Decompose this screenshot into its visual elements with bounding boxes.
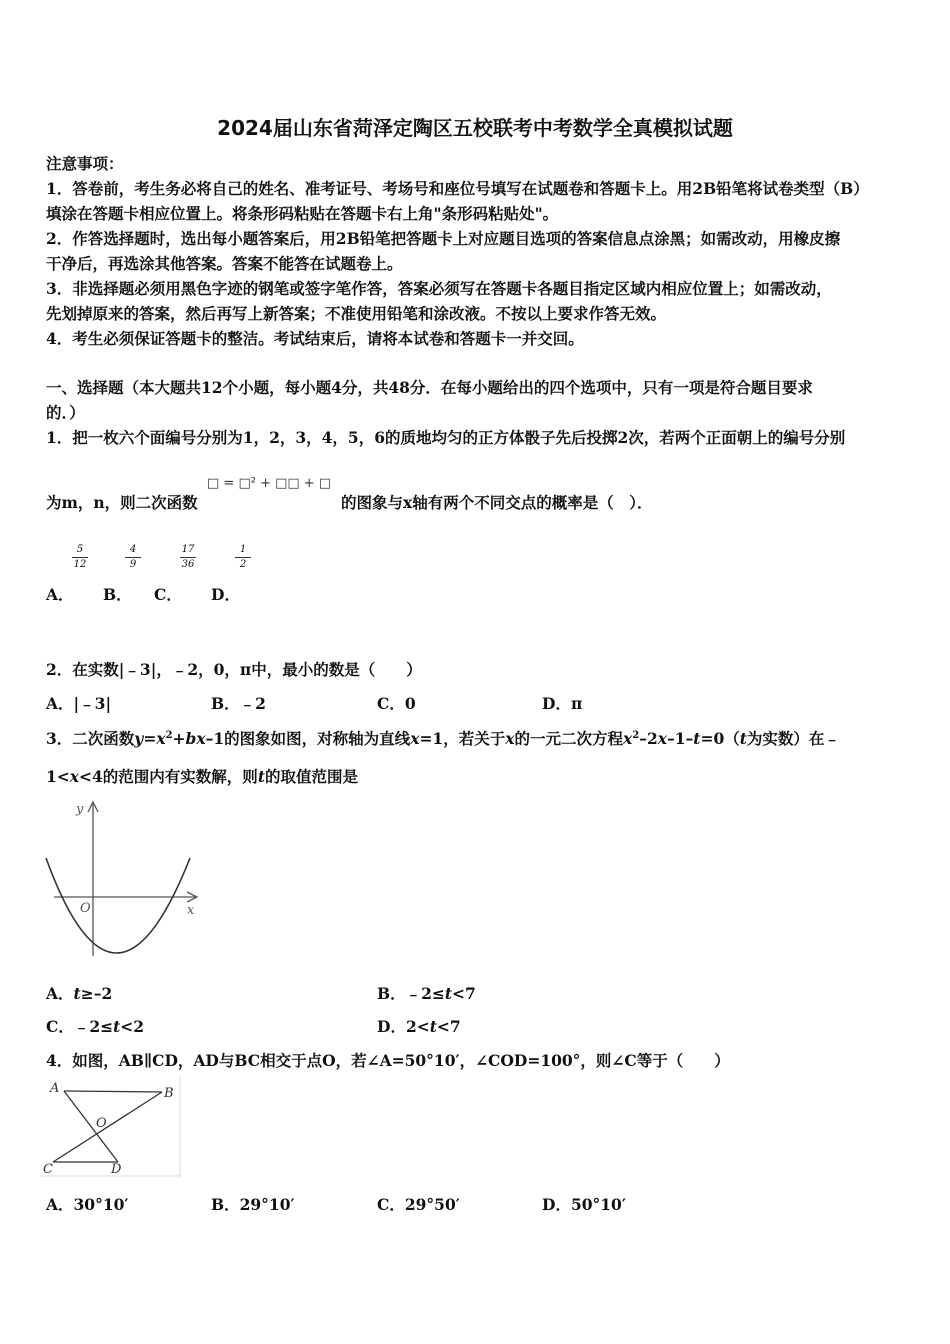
fraction-option-a: 5 12	[73, 544, 87, 570]
q2-option-b[interactable]: B．﹣2	[211, 694, 266, 713]
q3-option-b[interactable]: B．﹣2≤t<7	[377, 984, 476, 1003]
section-heading-cont: 的．）	[46, 403, 85, 422]
notice-line: 干净后，再选涂其他答案。答案不能答在试题卷上。	[46, 254, 403, 273]
segment-ad	[64, 1091, 118, 1162]
question-4-stem: 4．如图，AB∥CD，AD与BC相交于点O，若∠A=50°10′，∠COD=100°，则∠C等于（ ）	[46, 1051, 730, 1070]
q1-option-a[interactable]: A．	[46, 585, 74, 604]
notice-heading: 注意事项：	[46, 154, 124, 173]
parabola-graph	[40, 798, 205, 960]
q3-option-d[interactable]: D．2<t<7	[377, 1017, 461, 1036]
question-2-stem: 2．在实数|﹣3|，﹣2，0，π中，最小的数是（ ）	[46, 660, 422, 679]
q4-option-a[interactable]: A．30°10′	[46, 1195, 129, 1214]
q4-option-d[interactable]: D．50°10′	[542, 1195, 626, 1214]
point-b-label: B	[164, 1086, 174, 1101]
q1-formula: □ = □² + □□ + □	[207, 476, 332, 491]
q1-option-b[interactable]: B．	[103, 585, 132, 604]
parabola-curve	[46, 858, 190, 953]
fraction-option-b: 4 9	[123, 544, 143, 571]
notice-line: 4．考生必须保证答题卡的整洁。考试结束后，请将本试卷和答题卡一并交回。	[46, 329, 584, 348]
point-o-label: O	[96, 1116, 107, 1131]
geometry-figure	[40, 1076, 182, 1178]
q4-option-c[interactable]: C．29°50′	[377, 1195, 460, 1214]
question-3-stem-line2: 1<x<4的范围内有实数解，则t的取值范围是	[46, 767, 358, 786]
point-c-label: C	[43, 1162, 53, 1177]
q1-option-c[interactable]: C．	[154, 585, 182, 604]
point-a-label: A	[50, 1081, 60, 1096]
page-title: 2024届山东省菏泽定陶区五校联考中考数学全真模拟试题	[217, 116, 733, 140]
question-3-stem: 3．二次函数$y=x^2+bx-1$的图象如图，对称轴为直线x=1，若关于x的一元二次方程$x^2-2x-1-t=0(t$为实数）在﹣	[46, 729, 840, 748]
label-origin: O	[80, 901, 91, 916]
point-d-label: D	[111, 1162, 122, 1177]
question-1-stem: 1．把一枚六个面编号分别为1，2，3，4，5，6的质地均匀的正方体骰子先后投掷2次，若两个正面朝上的编号分别	[46, 428, 846, 447]
segment-bc	[53, 1092, 162, 1162]
section-heading: 一、选择题（本大题共12个小题，每小题4分，共48分．在每小题给出的四个选项中，只有一项是符合题目要求	[46, 378, 813, 397]
q2-option-a[interactable]: A．|﹣3|	[46, 694, 112, 713]
fraction-option-d: 1 2	[233, 544, 253, 571]
q1-prefix: 为m，n，则二次函数	[46, 493, 198, 512]
q3-option-a[interactable]: A．t≥–2	[46, 984, 113, 1003]
notice-line: 填涂在答题卡相应位置上。将条形码粘贴在答题卡右上角"条形码粘贴处"。	[46, 204, 559, 223]
question-1-stem-line2	[46, 491, 198, 513]
q1-suffix: 的图象与x轴有两个不同交点的概率是（ ）．	[341, 493, 653, 512]
notice-line: 1．答卷前，考生务必将自己的姓名、准考证号、考场号和座位号填写在试题卷和答题卡上。用2B铅笔将试卷类型（B）	[46, 179, 869, 198]
notice-line: 3．非选择题必须用黑色字迹的钢笔或签字笔作答，答案必须写在答题卡各题目指定区域内相应位置上；如需改动，	[46, 279, 832, 298]
q1-option-d[interactable]: D．	[211, 585, 240, 604]
q3-option-c[interactable]: C．﹣2≤t<2	[46, 1017, 145, 1036]
q2-option-c[interactable]: C．0	[377, 694, 416, 713]
segment-ab	[64, 1091, 162, 1092]
label-y: y	[76, 802, 84, 817]
notice-line: 先划掉原来的答案，然后再写上新答案；不准使用铅笔和涂改液。不按以上要求作答无效。	[46, 304, 667, 323]
fraction-option-c: 17 36	[181, 544, 195, 570]
label-x: x	[187, 903, 195, 918]
notice-line: 2．作答选择题时，选出每小题答案后，用2B铅笔把答题卡上对应题目选项的答案信息点涂黑；如需改动，用橡皮擦	[46, 229, 841, 248]
q2-option-d[interactable]: D．π	[542, 694, 583, 713]
q4-option-b[interactable]: B．29°10′	[211, 1195, 295, 1214]
